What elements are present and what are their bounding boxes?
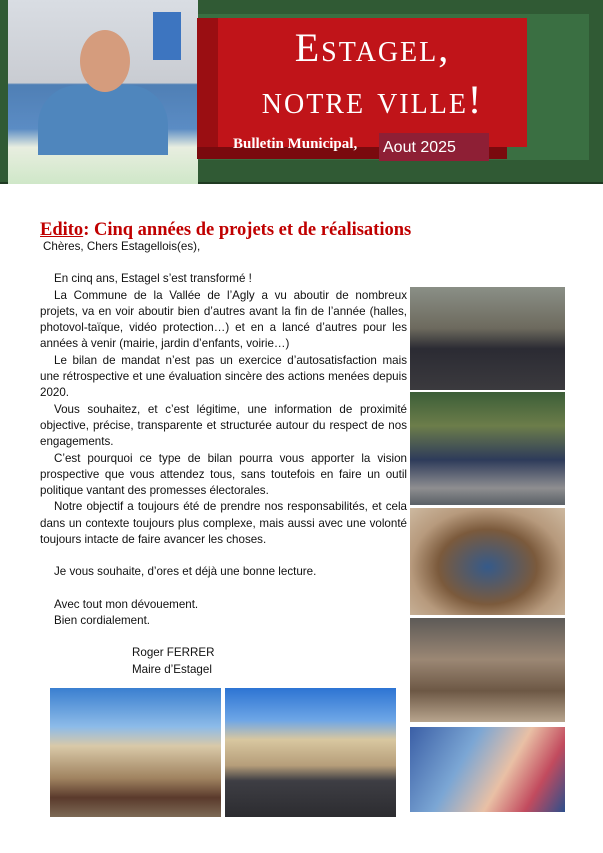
editorial-letter [40,239,407,678]
closing-wish: Je vous souhaite, d’ores et déjà une bonne lecture. [54,565,317,579]
paragraph: C’est pourquoi ce type de bilan pourra vous apporter la vision prospective que vous attendez tous, sans toutefois en faire un outil politique vantant des promesses électorales. [40,451,407,498]
mayor-portrait-photo [8,0,198,184]
paragraph: La Commune de la Vallée de l’Agly a vu aboutir de nombreux projets, va en voir aboutir bien d’autres avant la fin de l’année (halles, photovol-taïque, vidéo protection…) et en a lancé d’autres pour les années à venir (mairie, jardin d’enfants, voirie…) [40,288,407,351]
town-street-photo [225,688,396,817]
header-banner [0,0,603,184]
signature-role: Maire d’Estagel [132,662,212,676]
signature-name: Roger FERRER [132,646,215,660]
title-line-1: Estagel, [294,25,451,70]
mural-fresco-photo [410,508,565,615]
paragraph: Vous souhaitez, et c’est légitime, une information de proximité objective, précise, transparente et structurée autour du respect de nos engagements. [40,402,407,449]
statue-square-photo [50,688,221,817]
closing-line: Avec tout mon dévouement. [54,597,199,611]
edito-heading [40,220,411,241]
title-line-2: notre ville! [261,77,484,122]
paragraph: Le bilan de mandat n’est pas un exercice d’autosatisfaction mais une rétrospective et une évaluation sincère des actions menées depuis 2020. [40,353,407,400]
portrait-face [80,30,130,92]
children-council-photo [410,392,565,505]
paragraph: Notre objectif a toujours été de prendre nos responsabilités, et cela dans un contexte toujours plus complexe, mais aussi avec une volonté toujours intacte de faire avancer les choses. [40,500,407,547]
council-group-photo [410,287,565,390]
street-art-photo [410,727,565,812]
bulletin-subtitle: Bulletin Municipal, [233,136,358,152]
issue-date: Aout 2025 [379,133,489,161]
newsletter-title [218,22,527,126]
closing-line: Bien cordialement. [54,613,151,627]
wine-press-mural-photo [410,618,565,722]
title-box-side [197,18,218,157]
greeting: Chères, Chers Estagellois(es), [43,240,201,253]
edito-title: : Cinq années de projets et de réalisations [83,220,412,240]
portrait-shirt [38,85,168,155]
edito-label: Edito [40,220,84,240]
paragraph: En cinq ans, Estagel s’est transformé ! [54,272,252,286]
wall-painting [153,12,181,60]
